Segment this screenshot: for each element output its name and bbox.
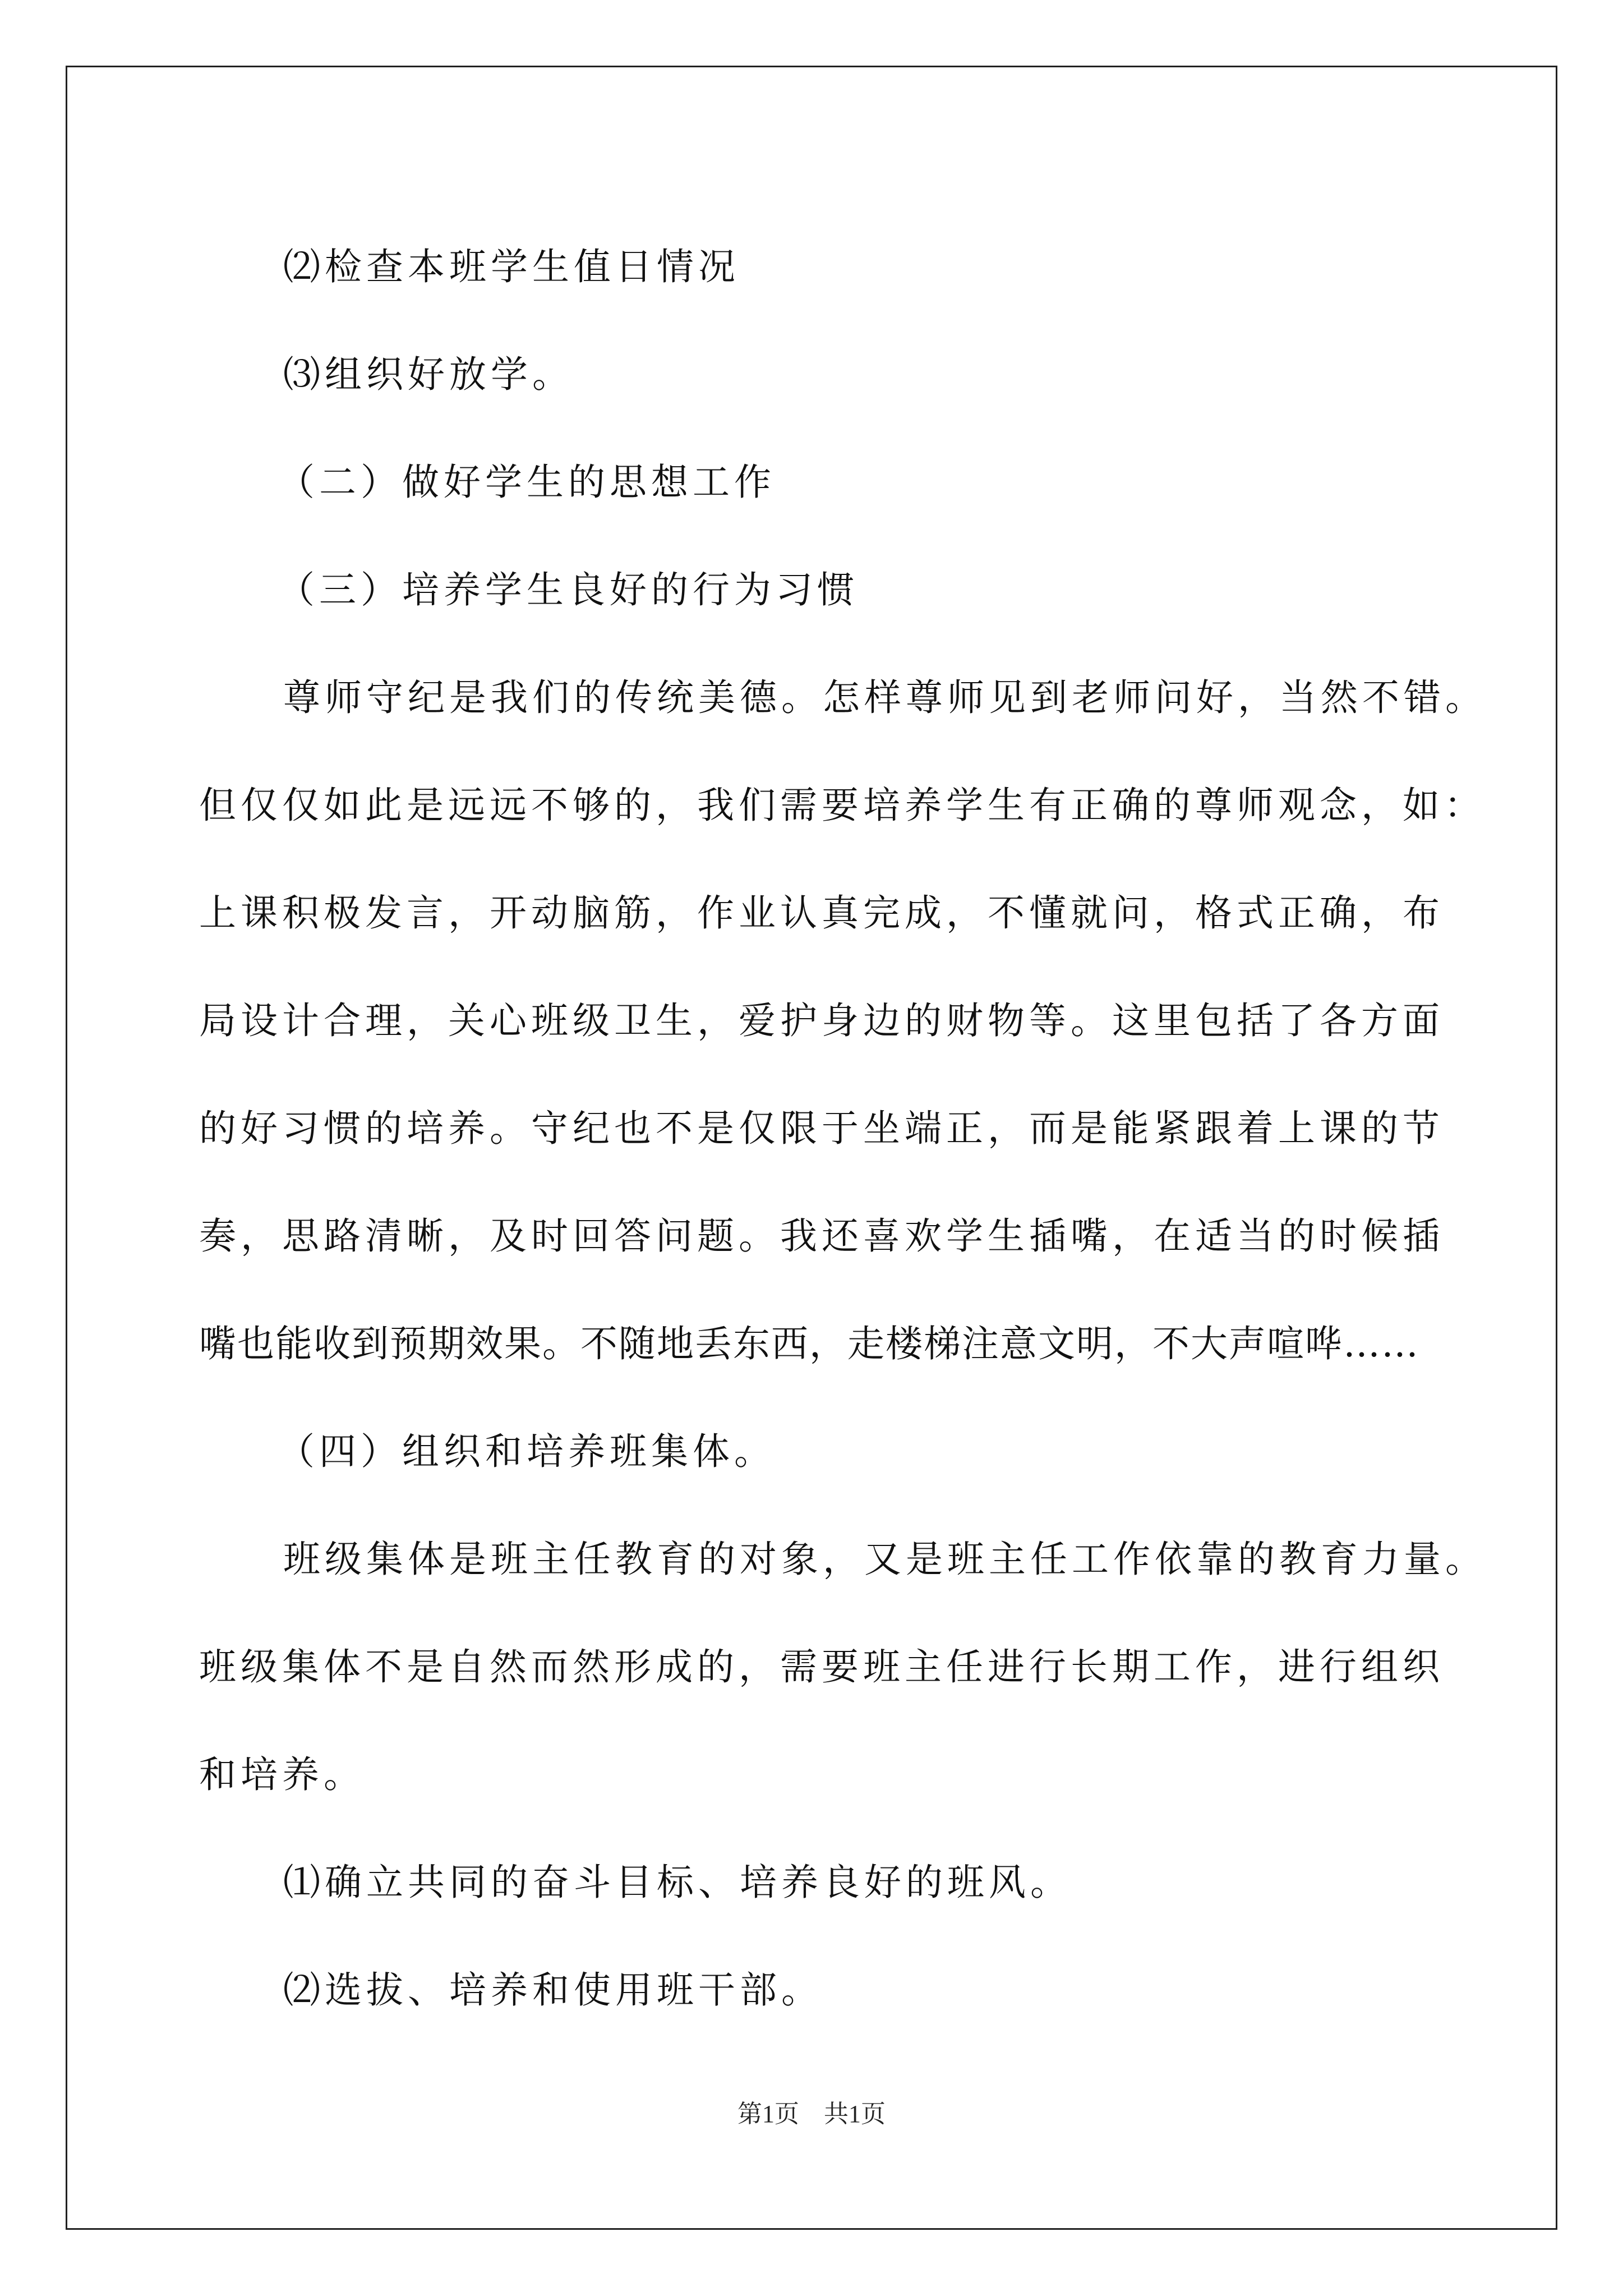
document-body [199, 213, 1487, 2044]
paragraph-line-1: ⑵检查本班学生值日情况 [283, 245, 740, 288]
paragraph-line-7: 上课积极发言，开动脑筋，作业认真完成，不懂就问，格式正确，布 [199, 891, 1444, 935]
paragraph-line-13: 班级集体是班主任教育的对象，又是班主任工作依靠的教育力量。 [283, 1538, 1487, 1581]
list-item-1: ⑴确立共同的奋斗目标、培养良好的班风。 [283, 1861, 1072, 1904]
paragraph-line-10: 奏，思路清晰，及时回答问题。我还喜欢学生插嘴，在适当的时候插 [199, 1214, 1444, 1258]
section-heading-2: （二）做好学生的思想工作 [278, 461, 776, 504]
paragraph-line-8: 局设计合理，关心班级卫生，爱护身边的财物等。这里包括了各方面 [199, 999, 1444, 1042]
page-number-footer: 第1页 共1页 [737, 2100, 886, 2128]
list-item-2: ⑵选拔、培养和使用班干部。 [283, 1968, 823, 2012]
paragraph-line-9: 的好习惯的培养。守纪也不是仅限于坐端正，而是能紧跟着上课的节 [199, 1107, 1444, 1150]
paragraph-line-2: ⑶组织好放学。 [283, 353, 574, 396]
paragraph-line-14: 班级集体不是自然而然形成的，需要班主任进行长期工作，进行组织 [199, 1645, 1444, 1688]
section-heading-3: （三）培养学生良好的行为习惯 [278, 568, 859, 611]
paragraph-line-11: 嘴也能收到预期效果。不随地丢东西，走楼梯注意文明，不大声喧哗…… [199, 1322, 1419, 1365]
paragraph-line-5: 尊师守纪是我们的传统美德。怎样尊师见到老师问好，当然不错。 [283, 676, 1487, 719]
paragraph-line-6: 但仅仅如此是远远不够的，我们需要培养学生有正确的尊师观念，如： [199, 784, 1486, 827]
section-heading-4: （四）组织和培养班集体。 [278, 1430, 776, 1473]
paragraph-line-15: 和培养。 [199, 1753, 365, 1796]
